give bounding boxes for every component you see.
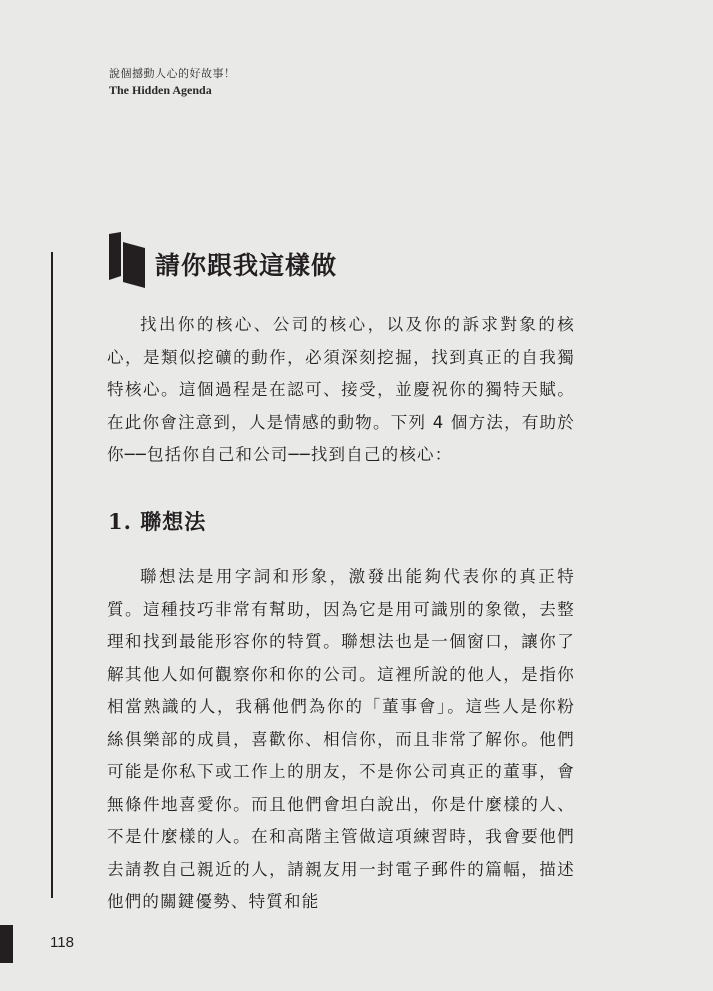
- book-mark-icon: [109, 232, 145, 288]
- page-number: 118: [50, 934, 74, 951]
- section-heading: [109, 232, 337, 288]
- margin-rule: [51, 252, 53, 898]
- section-title: 請你跟我這樣做: [155, 251, 338, 280]
- running-head-english-title: The Hidden Agenda: [109, 83, 212, 97]
- subsection-title: 1. 聯想法: [108, 509, 207, 534]
- intro-paragraph: 找出你的核心、公司的核心，以及你的訴求對象的核心，是類似挖礦的動作，必須深刻挖掘，找到真正的自我獨特核心。這個過程是在認可、接受，並慶祝你的獨特天賦。在此你會注意到，人是情感的動物。下列 4 個方法，有助於你──包括你自己和公司──找到自己的核心：: [107, 315, 575, 464]
- running-head-chinese-title: 說個撼動人心的好故事！: [109, 67, 236, 80]
- association-method-paragraph: 聯想法是用字詞和形象，激發出能夠代表你的真正特質。這種技巧非常有幫助，因為它是用可識別的象徵，去整理和找到最能形容你的特質。聯想法也是一個窗口，讓你了解其他人如何觀察你和你的公司。這裡所說的他人，是指你相當熟識的人，我稱他們為你的「董事會」。這些人是你粉絲俱樂部的成員，喜歡你、相信你，而且非常了解你。他們可能是你私下或工作上的朋友，不是你公司真正的董事，會無條件地喜愛你。而且他們會坦白說出，你是什麼樣的人、不是什麼樣的人。在和高階主管做這項練習時，我會要他們去請教自己親近的人，請親友用一封電子郵件的篇幅，描述他們的關鍵優勢、特質和能: [107, 567, 575, 911]
- running-head: [109, 66, 509, 98]
- folio-tab: [0, 925, 13, 963]
